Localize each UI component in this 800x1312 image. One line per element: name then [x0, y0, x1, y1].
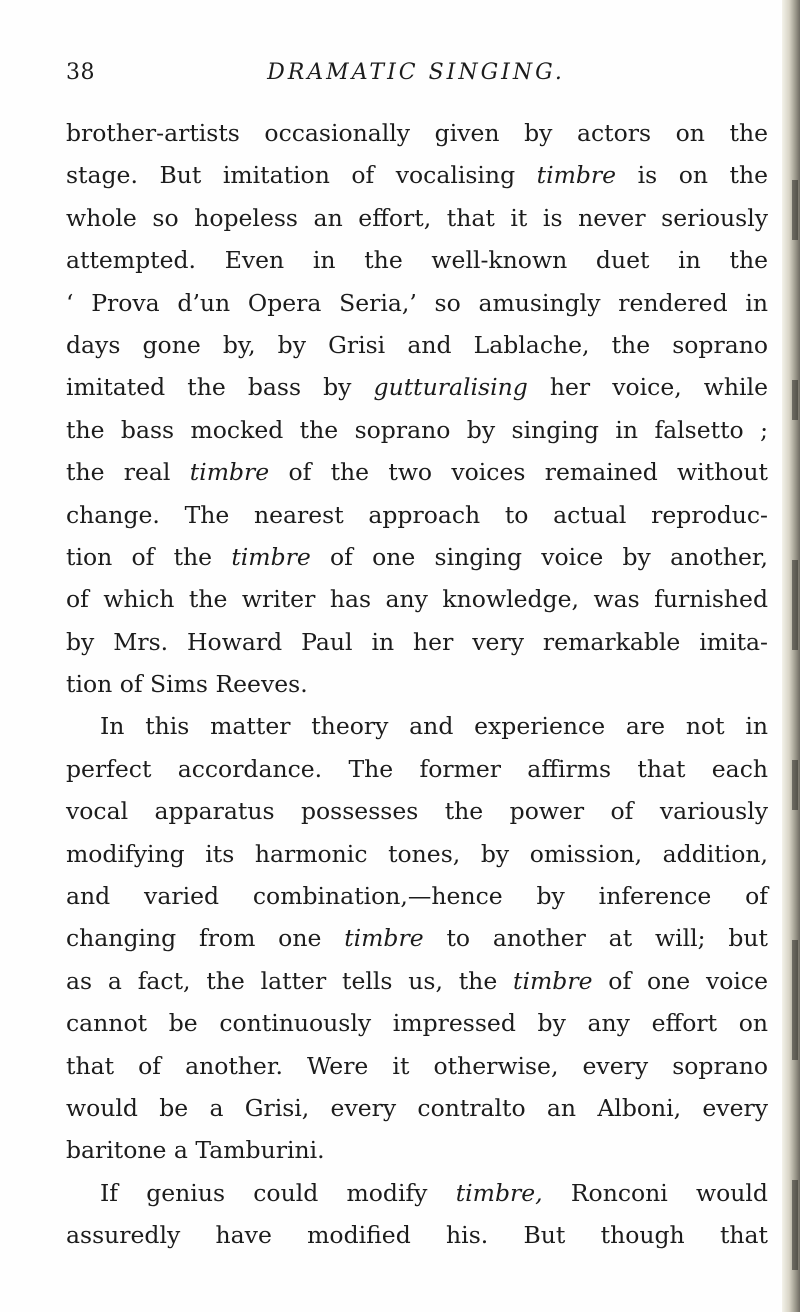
italic-term: timbre: [189, 458, 270, 487]
italic-term: timbre: [344, 924, 424, 953]
text-segment: by Mrs. Howard Paul in her very remarkable imita-: [66, 627, 768, 656]
text-segment: modifying its harmonic tones, by omission, addition,: [66, 839, 768, 868]
text-line: [66, 324, 768, 366]
text-segment: stage. But imitation of vocalising: [66, 161, 537, 190]
text-segment: her voice, while: [527, 373, 768, 402]
text-segment: Ronconi would: [542, 1178, 768, 1207]
text-segment: the real: [66, 458, 190, 487]
text-line: [66, 239, 768, 281]
text-segment: and varied combination,—hence by inference of: [66, 882, 768, 911]
text-segment: In this matter theory and experience are not in: [100, 712, 768, 741]
text-line: [66, 112, 768, 154]
text-segment: would be a Grisi, every contralto an Alboni, every: [66, 1093, 768, 1122]
text-line: [66, 451, 768, 493]
text-line: [66, 282, 768, 324]
text-segment: whole so hopeless an effort, that it is never seriously: [66, 203, 768, 232]
page-gutter-shadow: [782, 0, 800, 1312]
italic-term: timbre: [513, 966, 593, 995]
text-line: [66, 748, 768, 790]
text-line: [66, 197, 768, 239]
text-segment: brother-artists occasionally given by actors on the: [66, 119, 768, 147]
text-segment: as a fact, the latter tells us, the: [66, 966, 514, 995]
text-segment: change. The nearest approach to actual reproduc-: [66, 500, 768, 529]
text-segment: that of another. Were it otherwise, every soprano: [66, 1051, 768, 1080]
italic-term: timbre: [536, 161, 617, 190]
text-line: [66, 578, 768, 620]
italic-term: timbre: [231, 542, 311, 571]
text-segment: is on the: [616, 161, 768, 190]
text-segment: If genius could modify: [100, 1178, 456, 1207]
text-segment: vocal apparatus possesses the power of variously: [66, 797, 768, 826]
text-line: [66, 663, 768, 705]
page-number: 38: [66, 60, 95, 85]
text-segment: days gone by, by Grisi and Lablache, the soprano: [66, 330, 768, 359]
text-line: [66, 1129, 768, 1171]
text-line: [66, 875, 768, 917]
text-segment: attempted. Even in the well-known duet in the: [66, 246, 768, 275]
text-segment: of which the writer has any knowledge, was furnished: [66, 585, 768, 614]
body-text: [66, 112, 768, 1257]
text-line: [66, 621, 768, 663]
italic-term: timbre,: [455, 1178, 543, 1207]
text-line: [66, 1087, 768, 1129]
text-line: [66, 1045, 768, 1087]
text-line: [66, 1214, 768, 1256]
text-segment: cannot be continuously impressed by any effort on: [66, 1009, 768, 1038]
text-line: [66, 1172, 768, 1214]
text-segment: tion of Sims Reeves.: [66, 670, 308, 699]
text-line: [66, 366, 768, 408]
text-line: [66, 536, 768, 578]
text-segment: of one singing voice by another,: [310, 542, 768, 571]
text-segment: to another at will; but: [423, 924, 768, 953]
text-line: [66, 705, 768, 747]
text-line: [66, 409, 768, 451]
text-segment: ‘ Prova d’un Opera Seria,’ so amusingly rendered in: [66, 288, 768, 317]
text-segment: of the two voices remained without: [269, 458, 768, 487]
italic-term: gutturalising: [373, 373, 528, 402]
running-title: DRAMATIC SINGING.: [267, 60, 565, 85]
text-segment: assuredly have modified his. But though that: [66, 1221, 768, 1250]
text-segment: imitated the bass by: [66, 373, 374, 402]
text-line: [66, 1002, 768, 1044]
text-line: [66, 790, 768, 832]
page-header: [66, 58, 766, 88]
text-line: [66, 917, 768, 959]
text-segment: changing from one: [66, 924, 345, 953]
text-segment: the bass mocked the soprano by singing in falsetto ;: [66, 415, 768, 444]
text-segment: of one voice: [592, 966, 768, 995]
text-line: [66, 960, 768, 1002]
text-line: [66, 154, 768, 196]
text-line: [66, 833, 768, 875]
text-segment: perfect accordance. The former affirms that each: [66, 754, 768, 783]
text-segment: tion of the: [66, 542, 232, 571]
text-segment: baritone a Tamburini.: [66, 1136, 325, 1165]
text-line: [66, 494, 768, 536]
